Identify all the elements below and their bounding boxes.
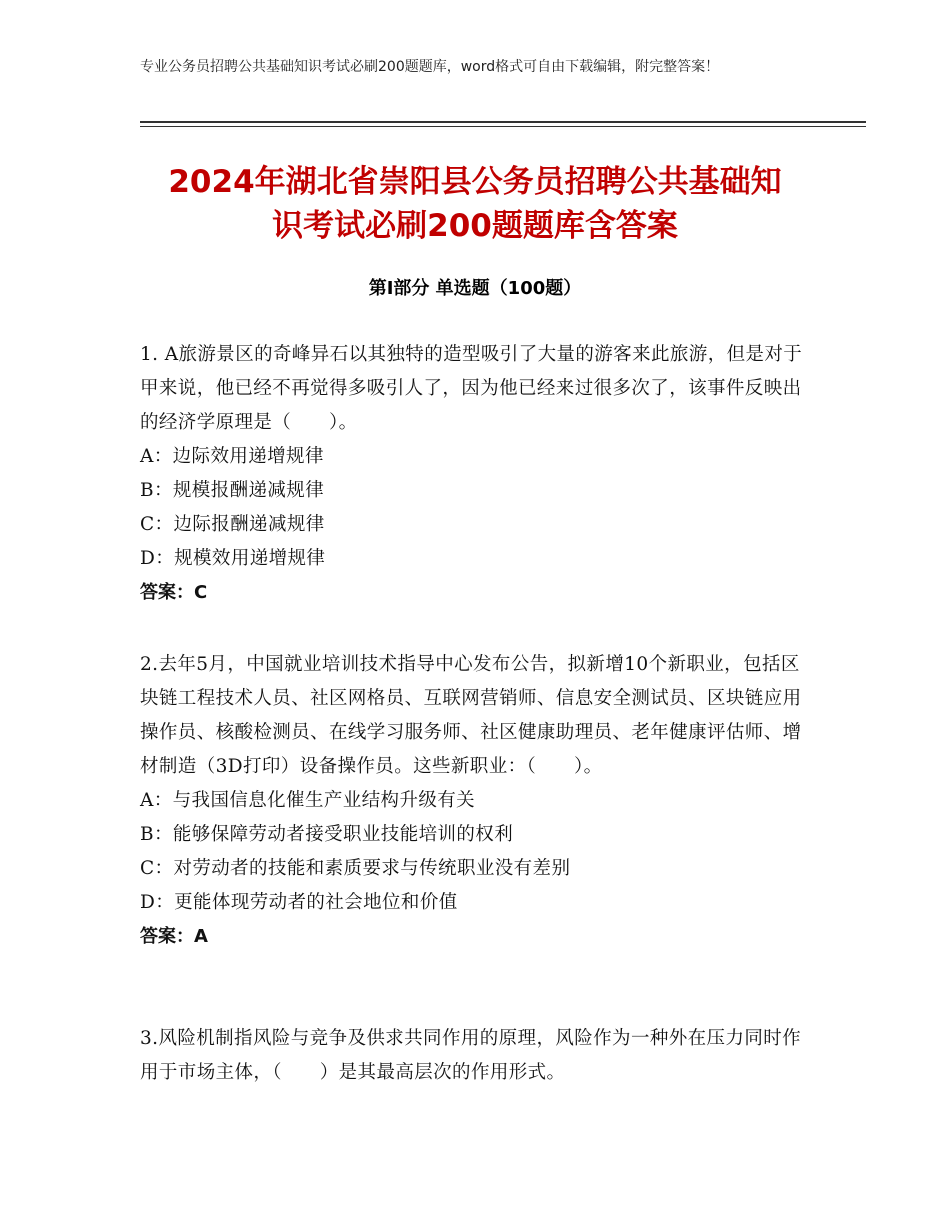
- question-text: 2.去年5月，中国就业培训技术指导中心发布公告，拟新增10个新职业，包括区块链工程技术人员、社区网格员、互联网营销师、信息安全测试员、区块链应用操作员、核酸检测员、在线学习服务师、社区健康助理员、老年健康评估师、增材制造（3D打印）设备操作员。这些新职业：（ ）。: [140, 654, 802, 777]
- option-a: A：边际效用递增规律: [140, 446, 324, 467]
- header-note: 专业公务员招聘公共基础知识考试必刷200题题库，word格式可自由下载编辑，附完整答案！: [140, 59, 720, 75]
- question-text: 1. A旅游景区的奇峰异石以其独特的造型吸引了大量的游客来此旅游，但是对于甲来说，他已经不再觉得多吸引人了，因为他已经来过很多次了，该事件反映出的经济学原理是（ ）。: [140, 344, 803, 433]
- question-1: [140, 338, 810, 610]
- header-rule-thin: [140, 126, 866, 127]
- title-line-1: 2024年湖北省崇阳县公务员招聘公共基础知: [168, 164, 782, 200]
- question-3: [140, 1022, 810, 1090]
- answer: 答案：C: [140, 582, 208, 603]
- option-d: D：更能体现劳动者的社会地位和价值: [140, 892, 458, 913]
- answer: 答案：A: [140, 926, 208, 947]
- option-b: B：规模报酬递减规律: [140, 480, 325, 501]
- question-text: 3.风险机制指风险与竞争及供求共同作用的原理，风险作为一种外在压力同时作用于市场主体，（ ）是其最高层次的作用形式。: [140, 1028, 802, 1083]
- option-a: A：与我国信息化催生产业结构升级有关: [140, 790, 476, 811]
- document-title: [120, 160, 830, 248]
- question-2: [140, 648, 810, 954]
- header-rule-thick: [140, 121, 866, 123]
- option-b: B：能够保障劳动者接受职业技能培训的权利: [140, 824, 514, 845]
- title-line-2: 识考试必刷200题题库含答案: [272, 208, 678, 244]
- option-c: C：对劳动者的技能和素质要求与传统职业没有差别: [140, 858, 571, 879]
- option-d: D：规模效用递增规律: [140, 548, 326, 569]
- section-heading: 第Ⅰ部分 单选题（100题）: [368, 278, 582, 299]
- option-c: C：边际报酬递减规律: [140, 514, 325, 535]
